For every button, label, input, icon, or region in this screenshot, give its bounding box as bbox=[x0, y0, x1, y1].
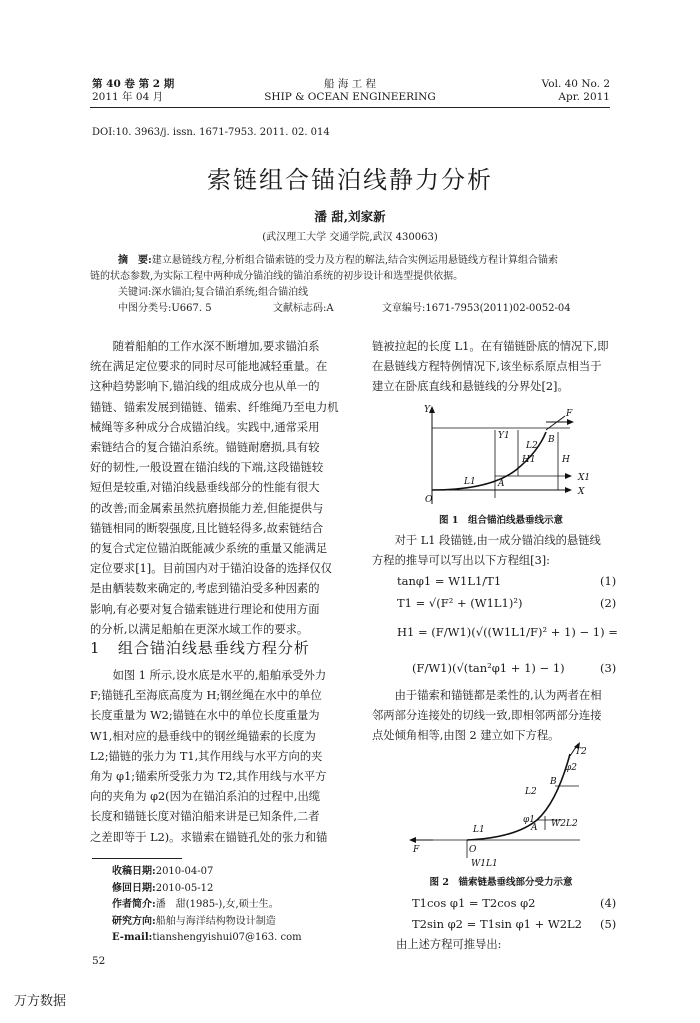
fig2-f-arrowhead bbox=[409, 837, 416, 843]
left-column-intro: 随着船舶的工作水深不断增加,要求锚泊系 统在满足定位要求的同时尽可能地减轻重量。在 这种趋势影响下,锚泊线的组成成分也从单一的 锚链、锚索发展到锚链、锚索、纤维绳乃至电力机 械绳等多种成分合成锚泊线。实践中,通常采用 索链结合的复合锚泊系统。锚链耐磨损,具有较 好的韧性,一般设置在锚泊线的下端,这段锚链较 短但是较重,对锚泊线悬垂线部分的性能有很大 的改善;而金属索虽然抗磨损能力差,但能提供与 锚链相同的断裂强度,且比链轻得多,故索链结合 的复合式定位锚泊既能减少系统的重量又能满足 定位要求[1]。目前国内对于锚泊设备的选择仅仅 是由舾装数来确定的,考虑到锚泊受多种因素的 影响,有必要对复合锚索链进行理论和使用方面 的分析,以满足船舶在更深水域工作的要求。 bbox=[90, 340, 339, 636]
fig1-label-h: H bbox=[562, 455, 570, 465]
x1-axis-arrow bbox=[565, 473, 572, 479]
x-axis-arrow bbox=[565, 487, 572, 493]
fig2-label-l2: L2 bbox=[525, 787, 537, 797]
equation-1: tanφ1 = W1L1/T1 bbox=[397, 574, 502, 588]
fig2-label-b: B bbox=[550, 777, 557, 787]
fig1-label-o: O bbox=[425, 495, 433, 505]
fig1-label-h1: H1 bbox=[522, 455, 536, 465]
journal-volume: 第 40 卷 第 2 期 2011 年 04 月 bbox=[92, 78, 175, 103]
right-column-lower: 由于锚索和锚链都是柔性的,认为两者在相 邻两部分连接处的切线一致,即相邻两部分连接 点处倾角相等,由图 2 建立如下方程。 bbox=[372, 689, 602, 743]
fig1-label-l1: L1 bbox=[464, 477, 476, 487]
fig1-label-x: X bbox=[578, 487, 585, 497]
figure-1-caption: 图 1 组合锚泊线悬垂线示意 bbox=[439, 515, 563, 526]
figure-1-diagram bbox=[420, 400, 595, 510]
equation-2: T1 = √(F² + (W1L1)²) bbox=[397, 596, 523, 610]
abstract: 摘 要:建立悬链线方程,分析组合锚索链的受力及方程的解法,结合实例运用悬链线方程计算组合锚索 链的状态参数,为实际工程中两种成分锚泊线的锚泊系统的初步设计和选型提供依据。 关键词:深水锚泊;复合锚泊系统;组合锚泊线 中图分类号:U667. 5 文献标志码:A 文章编号:1671-7953(2011)02-0052-04 bbox=[90, 255, 571, 314]
fig1-label-a: A bbox=[498, 479, 505, 489]
equation-5-number: (5) bbox=[600, 917, 617, 931]
equation-1-number: (1) bbox=[600, 574, 617, 588]
fig2-label-phi2: φ2 bbox=[565, 763, 578, 773]
header-rule bbox=[90, 107, 610, 108]
equation-3-line2: (F/W1)(√(tan²φ1 + 1) − 1) bbox=[412, 661, 565, 675]
fig1-label-x1: X1 bbox=[578, 473, 591, 483]
fig2-label-w2l2: W2L2 bbox=[551, 819, 578, 829]
right-column-mid: 对于 L1 段锚链,由一成分锚泊线的悬链线 方程的推导可以写出以下方程组[3]: bbox=[372, 534, 601, 568]
right-column-top: 链被拉起的长度 L1。在有锚链卧底的情况下,即 在悬链线方程特例情况下,该坐标系原点相当于 建立在卧底直线和悬链线的分界处[2]。 bbox=[372, 340, 609, 394]
fig1-label-f: F bbox=[566, 409, 573, 419]
page-number: 52 bbox=[92, 955, 106, 967]
journal-date: Vol. 40 No. 2 Apr. 2011 bbox=[541, 78, 610, 103]
equation-2-number: (2) bbox=[600, 596, 617, 610]
left-column-section1: 如图 1 所示,设水底是水平的,船舶承受外力 F;锚链孔至海底高度为 H;钢丝绳在水中的单位 长度重量为 W2;锚链在水中的单位长度重量为 W1,相对应的悬垂线中的钢丝绳锚索的长度为 L2;锚链的张力为 T1,其作用线与水平方向的夹 角为 φ1;锚索所受张力为 T2,其作用线与水平方 向的夹角为 φ2(因为在锚泊系泊的过程中,出缆 长度和锚链长度对锚泊船来讲是已知条件,二者 之差即等于 L2)。求锚索在锚链孔处的张力和锚 bbox=[90, 669, 328, 844]
equation-3-number: (3) bbox=[600, 661, 617, 675]
closing-text: 由上述方程可推导出: bbox=[396, 938, 502, 951]
equation-4: T1cos φ1 = T2cos φ2 bbox=[412, 896, 536, 910]
fig2-label-a: A bbox=[531, 823, 538, 833]
fig2-label-l1: L1 bbox=[473, 825, 485, 835]
fig1-label-y: Y bbox=[424, 405, 430, 415]
equation-5: T2sin φ2 = T1sin φ1 + W2L2 bbox=[412, 917, 582, 931]
fig2-label-o: O bbox=[469, 845, 477, 855]
equation-3-line1: H1 = (F/W1)(√((W1L1/F)² + 1) − 1) = bbox=[397, 625, 618, 639]
affiliation: (武汉理工大学 交通学院,武汉 430063) bbox=[262, 232, 438, 243]
figure-2-diagram bbox=[405, 742, 595, 870]
fig1-label-b: B bbox=[548, 435, 555, 445]
fig2-label-f: F bbox=[413, 845, 420, 855]
fig2-label-w1l1: W1L1 bbox=[471, 859, 498, 869]
force-f-arrowhead bbox=[567, 419, 574, 425]
journal-name: 船 海 工 程 SHIP & OCEAN ENGINEERING bbox=[264, 78, 436, 103]
authors: 潘 甜,刘家新 bbox=[314, 209, 386, 224]
doi: DOI:10. 3963/j. issn. 1671-7953. 2011. 02. 014 bbox=[92, 127, 330, 138]
footnote-rule bbox=[92, 858, 182, 859]
footnote: 收稿日期:2010-04-07 修回日期:2010-05-12 作者简介:潘 甜(1985-),女,硕士生。 研究方向:船舶与海洋结构物设计制造 E-mail:tianshengyishui07@163. com bbox=[112, 866, 302, 943]
figure-2-caption: 图 2 锚索链悬垂线部分受力示意 bbox=[429, 877, 573, 888]
page-title: 索链组合锚泊线静力分析 bbox=[207, 166, 493, 194]
fig2-label-t2: T2 bbox=[575, 747, 587, 757]
fig2-label-phi1: φ1 bbox=[523, 815, 536, 825]
watermark: 万方数据 bbox=[14, 994, 67, 1009]
section-heading: 1 组合锚泊线悬垂线方程分析 bbox=[90, 639, 310, 657]
fig1-label-y1: Y1 bbox=[498, 431, 510, 441]
fig1-label-l2: L2 bbox=[526, 441, 538, 451]
equation-4-number: (4) bbox=[600, 896, 617, 910]
